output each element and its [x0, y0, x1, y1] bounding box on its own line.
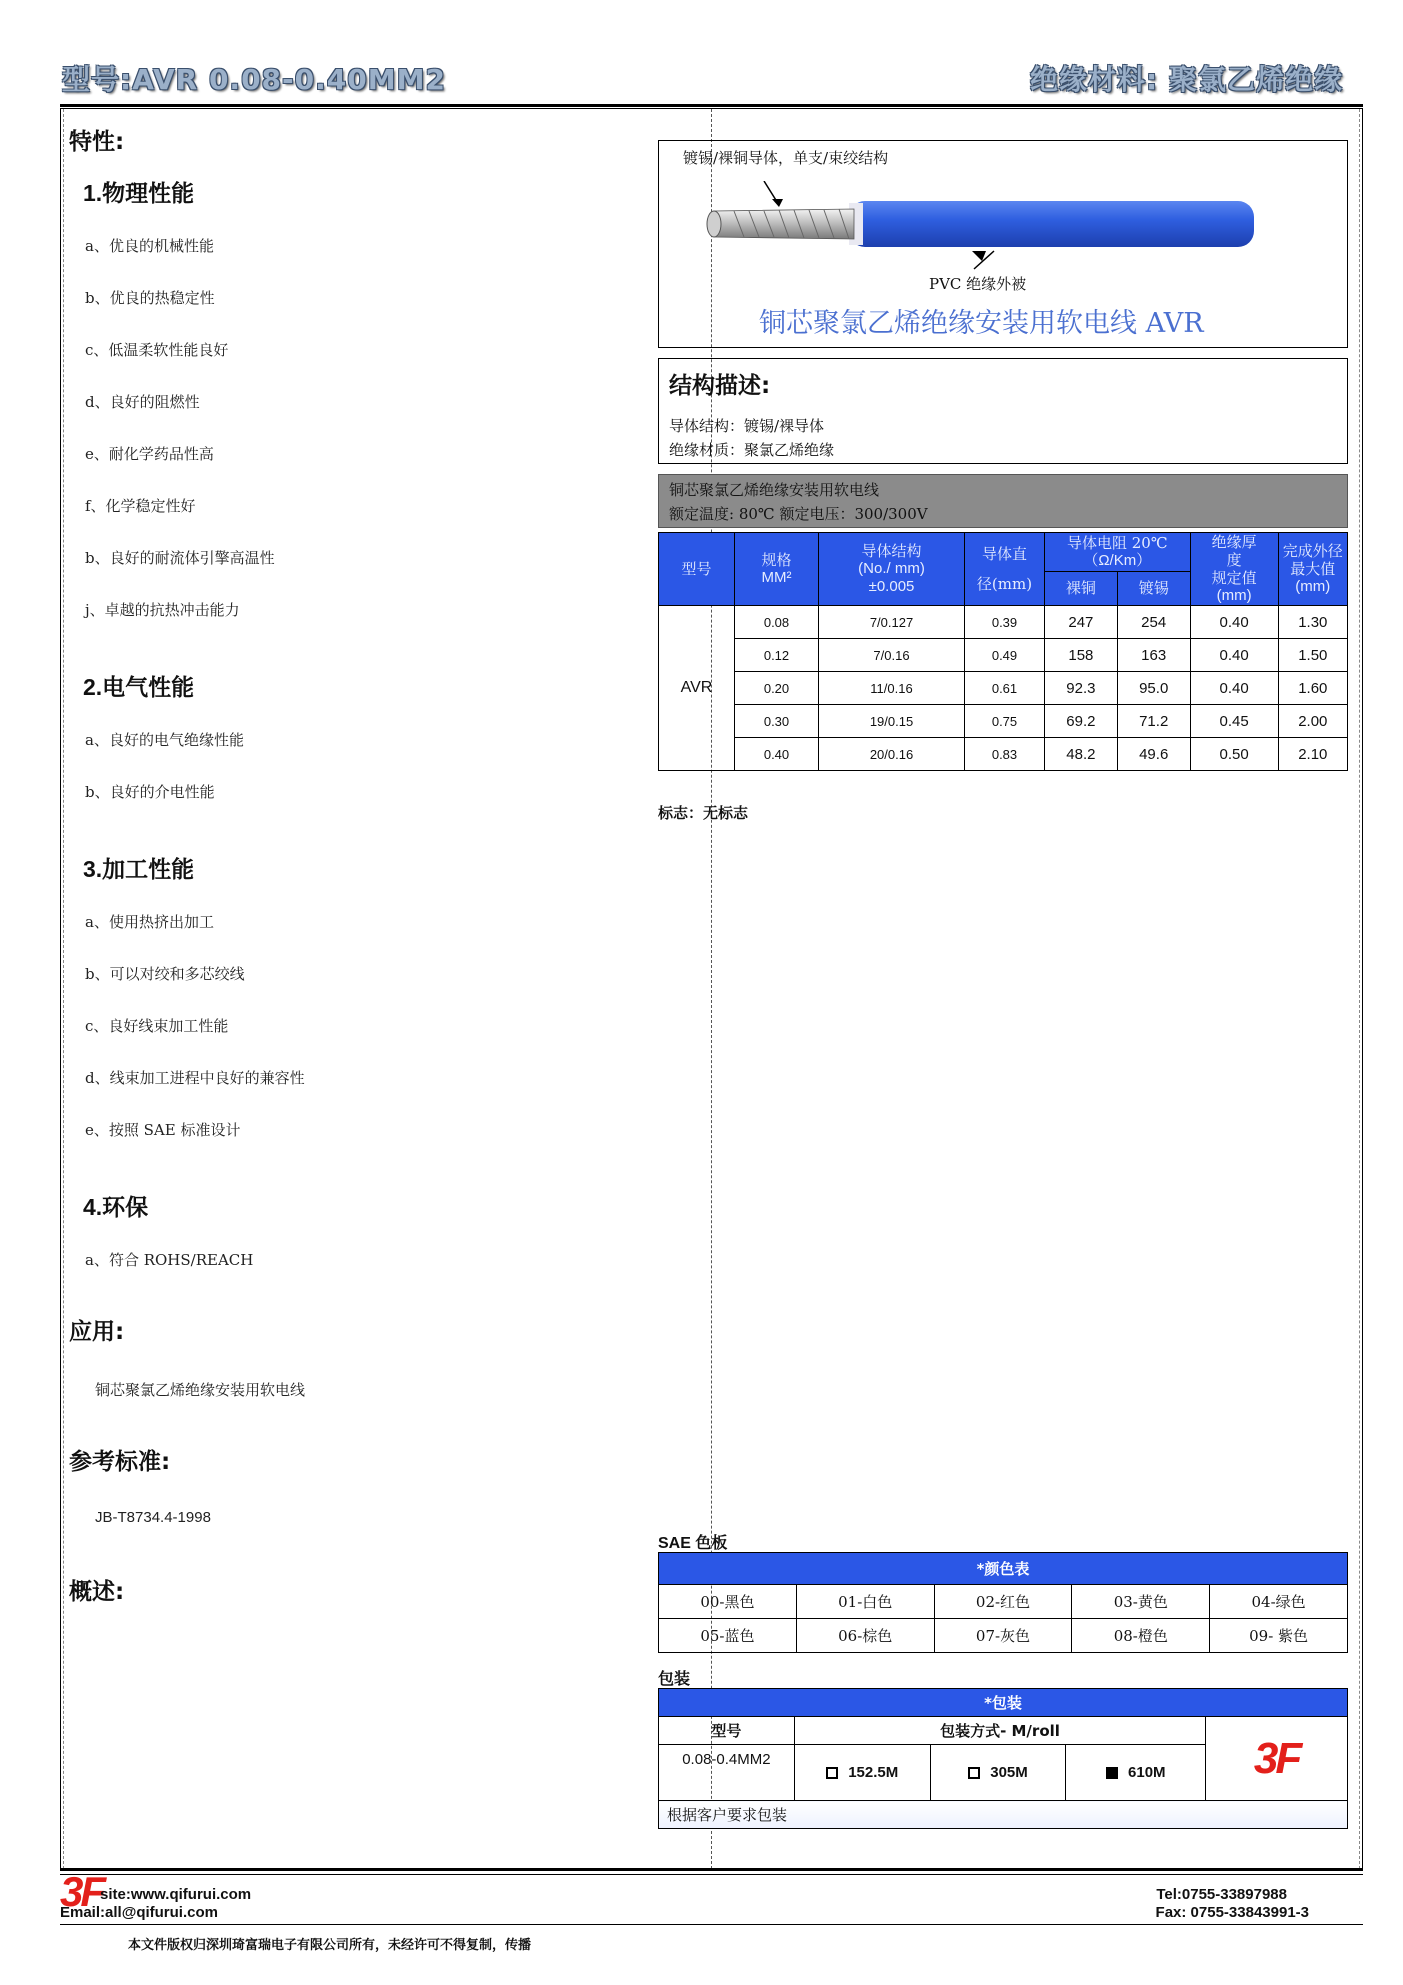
- brand-logo: 3F: [1253, 1733, 1300, 1783]
- structure-box: [658, 358, 1348, 464]
- col-ins-label-c: 规定值: [1211, 569, 1257, 587]
- cell-conductor: 7/0.16: [819, 639, 965, 672]
- packing-model: 0.08-0.4MM2: [659, 1745, 795, 1801]
- col-ins-label-b: 度: [1226, 551, 1242, 569]
- col-outer-diameter: [1278, 533, 1347, 606]
- packing-method-header: 包装方式- M/roll: [794, 1717, 1205, 1745]
- product-name: 铜芯聚氯乙烯绝缘安装用软电线 AVR: [759, 308, 1204, 339]
- cell-size: 0.12: [735, 639, 819, 672]
- packing-note: 根据客户要求包装: [659, 1801, 1348, 1829]
- col-insulation: [1190, 533, 1278, 606]
- col-size-unit: MM²: [761, 569, 792, 586]
- application-heading: 应用:: [69, 1319, 125, 1345]
- cell-insulation: 0.40: [1190, 606, 1278, 639]
- col-ins-unit: (mm): [1216, 587, 1252, 604]
- brand-logo-cell: [1206, 1717, 1348, 1801]
- processing-item: c、良好线束加工性能: [85, 1017, 229, 1035]
- col-model: 型号: [659, 533, 735, 606]
- model-cell: AVR: [659, 606, 735, 771]
- cell-outer-diameter: 1.60: [1278, 672, 1347, 705]
- color-table: [658, 1552, 1348, 1653]
- cell-res-bare: 247: [1045, 606, 1118, 639]
- col-res-tin: 镀锡: [1117, 571, 1190, 605]
- cell-outer-diameter: 1.50: [1278, 639, 1347, 672]
- table-row: [659, 1585, 1348, 1619]
- col-ins-label-a: 绝缘厚: [1211, 533, 1257, 551]
- cable-illustration: [704, 181, 1264, 271]
- footer-email[interactable]: Email:all@qifurui.com: [60, 1904, 218, 1921]
- processing-item: b、可以对绞和多芯绞线: [85, 965, 245, 983]
- physical-item: b、良好的耐流体引擎高温性: [85, 549, 275, 567]
- structure-heading: 结构描述:: [669, 373, 771, 399]
- packing-option[interactable]: [930, 1745, 1066, 1801]
- cell-size: 0.40: [735, 738, 819, 771]
- physical-item: e、耐化学药品性高: [85, 445, 214, 463]
- color-table-title: *颜色表: [659, 1553, 1348, 1585]
- checkbox-icon[interactable]: [968, 1767, 980, 1779]
- cell-outer-diameter: 2.10: [1278, 738, 1347, 771]
- processing-item: a、使用热挤出加工: [85, 913, 214, 931]
- color-cell: 02-红色: [934, 1585, 1072, 1619]
- footer-fax: Fax: 0755-33843991-3: [1155, 1904, 1309, 1921]
- cell-res-tin: 254: [1117, 606, 1190, 639]
- checkbox-icon[interactable]: [826, 1767, 838, 1779]
- footer-rule-top: [60, 1868, 1363, 1871]
- copyright-notice: 本文件版权归深圳琦富瑞电子有限公司所有，未经许可不得复制，传播: [128, 1938, 532, 1953]
- color-cell: 01-白色: [796, 1585, 934, 1619]
- standard-heading: 参考标准:: [69, 1449, 171, 1475]
- footer-logo: 3F: [60, 1868, 104, 1915]
- insulation-sheath: [849, 201, 1254, 247]
- table-row: [659, 672, 1348, 705]
- col-od-unit: (mm): [1295, 578, 1331, 595]
- model-title: 型号:AVR 0.08-0.40MM2: [62, 63, 446, 96]
- cell-diameter: 0.61: [965, 672, 1045, 705]
- right-dashed-border: [1359, 109, 1360, 1869]
- structure-conductor: 导体结构：镀锡/裸导体: [669, 417, 825, 435]
- electrical-item: a、良好的电气绝缘性能: [85, 731, 244, 749]
- marking-text: 标志：无标志: [658, 804, 749, 822]
- left-dashed-border: [63, 109, 64, 1869]
- color-cell: 05-蓝色: [659, 1619, 797, 1653]
- cell-insulation: 0.45: [1190, 705, 1278, 738]
- rating-band: [658, 474, 1348, 528]
- physical-item: c、低温柔软性能良好: [85, 341, 229, 359]
- cell-res-tin: 71.2: [1117, 705, 1190, 738]
- cell-insulation: 0.40: [1190, 672, 1278, 705]
- header-rule: [60, 104, 1363, 107]
- checkbox-checked-icon[interactable]: [1106, 1767, 1118, 1779]
- processing-heading: 3.加工性能: [83, 856, 195, 882]
- cell-res-tin: 49.6: [1117, 738, 1190, 771]
- physical-item: f、化学稳定性好: [85, 497, 196, 515]
- table-row: [659, 606, 1348, 639]
- col-conductor-label: 导体结构: [861, 542, 922, 560]
- cell-conductor: 20/0.16: [819, 738, 965, 771]
- cell-res-tin: 95.0: [1117, 672, 1190, 705]
- physical-item: b、优良的热稳定性: [85, 289, 215, 307]
- cell-size: 0.08: [735, 606, 819, 639]
- packing-label: 包装: [658, 1669, 691, 1688]
- cell-res-bare: 69.2: [1045, 705, 1118, 738]
- color-cell: 09- 紫色: [1210, 1619, 1348, 1653]
- packing-table-title: *包装: [659, 1689, 1348, 1717]
- cell-diameter: 0.49: [965, 639, 1045, 672]
- col-resistance-unit: （Ω/Km）: [1083, 551, 1152, 569]
- cell-conductor: 11/0.16: [819, 672, 965, 705]
- color-cell: 08-橙色: [1072, 1619, 1210, 1653]
- color-cell: 07-灰色: [934, 1619, 1072, 1653]
- material-title: 绝缘材料: 聚氯乙烯绝缘: [1030, 63, 1343, 96]
- table-row: [659, 1619, 1348, 1653]
- col-conductor-unit: (No./ mm): [858, 560, 925, 577]
- physical-item: j、卓越的抗热冲击能力: [85, 601, 240, 619]
- overview-heading: 概述:: [69, 1579, 125, 1605]
- packing-table: [658, 1688, 1348, 1829]
- cell-size: 0.30: [735, 705, 819, 738]
- physical-item: a、优良的机械性能: [85, 237, 214, 255]
- color-cell: 06-棕色: [796, 1619, 934, 1653]
- application-text: 铜芯聚氯乙烯绝缘安装用软电线: [95, 1381, 306, 1399]
- electrical-heading: 2.电气性能: [83, 674, 195, 700]
- col-diameter-unit: 径(mm): [976, 575, 1033, 593]
- footer-rule-bottom: [60, 1924, 1363, 1925]
- footer-site[interactable]: site:www.qifurui.com: [100, 1886, 252, 1903]
- conductor-arrowhead: [772, 199, 783, 207]
- cell-diameter: 0.39: [965, 606, 1045, 639]
- cell-insulation: 0.50: [1190, 738, 1278, 771]
- cell-insulation: 0.40: [1190, 639, 1278, 672]
- col-resistance: [1045, 533, 1191, 572]
- color-cell: 00-黑色: [659, 1585, 797, 1619]
- cell-diameter: 0.75: [965, 705, 1045, 738]
- env-item: a、符合 ROHS/REACH: [85, 1251, 254, 1269]
- col-res-bare: 裸铜: [1045, 571, 1118, 605]
- electrical-item: b、良好的介电性能: [85, 783, 215, 801]
- packing-option-label: 610M: [1128, 1764, 1166, 1781]
- table-row: [659, 639, 1348, 672]
- processing-item: d、线束加工进程中良好的兼容性: [85, 1069, 305, 1087]
- footer-rule-thin: [60, 1874, 1363, 1875]
- structure-insulation: 绝缘材质：聚氯乙烯绝缘: [669, 441, 835, 459]
- cell-outer-diameter: 1.30: [1278, 606, 1347, 639]
- col-od-label-a: 完成外径: [1282, 542, 1343, 560]
- table-row: [659, 738, 1348, 771]
- cell-res-bare: 92.3: [1045, 672, 1118, 705]
- col-conductor: [819, 533, 965, 606]
- cell-conductor: 7/0.127: [819, 606, 965, 639]
- packing-option[interactable]: [794, 1745, 930, 1801]
- spec-table: [658, 532, 1348, 771]
- footer-tel: Tel:0755-33897988: [1156, 1886, 1287, 1903]
- rating-values: 额定温度: 80℃ 额定电压：300/300V: [669, 505, 928, 523]
- packing-option-label: 152.5M: [848, 1764, 899, 1781]
- cable-image-box: [658, 140, 1348, 348]
- packing-model-header: 型号: [659, 1717, 795, 1745]
- col-od-label-b: 最大值: [1290, 560, 1336, 578]
- packing-option[interactable]: [1066, 1745, 1206, 1801]
- table-row: [659, 705, 1348, 738]
- conductor-label: 镀锡/裸铜导体，单支/束绞结构: [683, 149, 889, 167]
- col-resistance-label: 导体电阻 20℃: [1066, 533, 1168, 552]
- physical-item: d、良好的阻燃性: [85, 393, 200, 411]
- features-heading: 特性:: [69, 129, 125, 155]
- color-cell: 04-绿色: [1210, 1585, 1348, 1619]
- processing-item: e、按照 SAE 标准设计: [85, 1121, 241, 1139]
- col-size-label: 规格: [761, 551, 792, 569]
- conductor-end: [707, 211, 721, 237]
- standard-text: JB-T8734.4-1998: [95, 1509, 211, 1526]
- cell-size: 0.20: [735, 672, 819, 705]
- col-conductor-tol: ±0.005: [868, 578, 915, 595]
- col-diameter: [965, 533, 1045, 606]
- col-diameter-label: 导体直: [981, 545, 1027, 563]
- col-size: [735, 533, 819, 606]
- packing-option-label: 305M: [990, 1764, 1028, 1781]
- cell-res-tin: 163: [1117, 639, 1190, 672]
- insulation-label: PVC 绝缘外被: [929, 275, 1027, 293]
- cell-res-bare: 48.2: [1045, 738, 1118, 771]
- cell-diameter: 0.83: [965, 738, 1045, 771]
- cell-conductor: 19/0.15: [819, 705, 965, 738]
- sae-color-label: SAE 色板: [658, 1535, 728, 1552]
- cell-res-bare: 158: [1045, 639, 1118, 672]
- env-heading: 4.环保: [83, 1194, 149, 1220]
- rating-product: 铜芯聚氯乙烯绝缘安装用软电线: [669, 481, 880, 499]
- color-cell: 03-黄色: [1072, 1585, 1210, 1619]
- cell-outer-diameter: 2.00: [1278, 705, 1347, 738]
- physical-heading: 1.物理性能: [83, 180, 195, 206]
